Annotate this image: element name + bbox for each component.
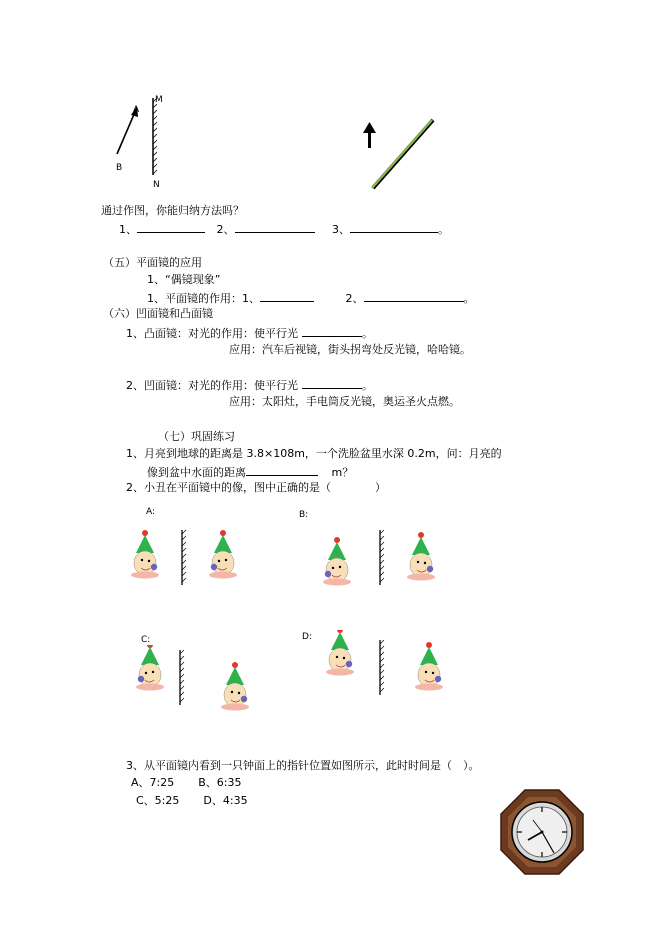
answer-blank[interactable] — [137, 221, 205, 233]
q1-prefix: 像到盆中水面的距离 — [147, 466, 246, 479]
option-a-figure — [120, 525, 260, 590]
mirror — [380, 640, 384, 695]
mirror — [182, 530, 186, 585]
up-arrow-shaft — [368, 132, 371, 148]
section5-item2 — [147, 290, 475, 306]
concave-mirror-line — [126, 377, 373, 393]
clown-image — [209, 530, 237, 579]
period: 。 — [438, 223, 449, 236]
up-arrow-head — [363, 122, 376, 133]
answer-blank[interactable] — [364, 290, 464, 302]
option-d-figure — [315, 630, 455, 705]
q2-text: 2、小丑在平面镜中的像，图中正确的是（ ） — [126, 481, 386, 494]
q3-option-d[interactable]: D、4:35 — [203, 794, 248, 807]
label-a: A — [133, 105, 140, 115]
option-b-label: B: — [299, 510, 309, 520]
section6-heading: （六）凹面镜和凸面镜 — [103, 307, 213, 320]
option-d-label: D: — [302, 632, 312, 642]
option-c-label: C: — [141, 635, 151, 645]
option-b-figure — [310, 525, 450, 595]
q3-text: 3、从平面镜内看到一只钟面上的指针位置如图所示，此时时间是（ ）。 — [126, 759, 480, 772]
clown-object — [323, 537, 351, 586]
clown-image — [407, 532, 435, 581]
option-a-label: A: — [146, 507, 156, 517]
clown-image — [415, 642, 443, 691]
section5-heading: （五）平面镜的应用 — [103, 256, 202, 269]
q3-option-c[interactable]: C、5:25 — [136, 794, 180, 807]
period: 。 — [362, 327, 373, 340]
convex-label: 1、凸面镜：对光的作用：使平行光 — [126, 327, 298, 340]
clown-object — [326, 630, 354, 676]
answer-blank[interactable] — [260, 290, 314, 302]
convex-application: 应用：汽车后视镜，街头拐弯处反光镜，哈哈镜。 — [229, 343, 471, 356]
slanted-mirror-diagram — [355, 110, 445, 195]
concave-application: 应用：太阳灶，手电筒反光镜，奥运圣火点燃。 — [229, 395, 460, 408]
clown-image — [221, 662, 249, 711]
period: 。 — [463, 292, 475, 305]
clown-object — [131, 530, 159, 579]
q3-options-row2 — [136, 794, 248, 808]
answer-blank[interactable] — [350, 221, 438, 233]
mirror-clock-figure — [499, 788, 585, 876]
q1-suffix: m？ — [331, 466, 354, 479]
section7-heading: （七）巩固练习 — [158, 430, 235, 443]
answer-blank[interactable] — [235, 221, 315, 233]
period: 。 — [362, 379, 373, 392]
concave-label: 2、凹面镜：对光的作用：使平行光 — [126, 379, 298, 392]
label-m: M — [155, 95, 163, 105]
induce-item-1: 1、 — [119, 223, 137, 236]
convex-mirror-line — [126, 325, 373, 341]
slanted-mirror-face — [372, 120, 432, 188]
item2-mid: 2、 — [345, 292, 364, 305]
answer-blank[interactable] — [302, 325, 362, 337]
induce-item-2: 2、 — [216, 223, 235, 236]
option-c-figure — [120, 645, 260, 715]
answer-blank[interactable] — [246, 464, 318, 476]
label-n: N — [153, 180, 160, 190]
q1-line1: 1、月亮到地球的距离是 3.8×108m，一个洗脸盆里水深 0.2m，问：月亮的 — [126, 447, 502, 460]
label-b: B — [116, 163, 123, 173]
q1-line2 — [147, 464, 353, 480]
section5-item1: 1、“偶镜现象” — [147, 273, 221, 286]
mirror-arrow-diagram — [105, 90, 185, 190]
q3-option-b[interactable]: B、6:35 — [198, 776, 242, 789]
induce-answers — [119, 221, 449, 237]
mirror — [380, 530, 384, 585]
q3-options-row1 — [131, 776, 241, 790]
induce-question: 通过作图，你能归纳方法吗？ — [101, 204, 244, 217]
induce-item-3: 3、 — [332, 223, 350, 236]
item2-prefix: 1、平面镜的作用：1、 — [147, 292, 260, 305]
clown-object — [136, 645, 164, 691]
arrow-ab-shaft — [117, 112, 135, 154]
mirror — [180, 650, 184, 705]
answer-blank[interactable] — [302, 377, 362, 389]
q3-option-a[interactable]: A、7:25 — [131, 776, 175, 789]
